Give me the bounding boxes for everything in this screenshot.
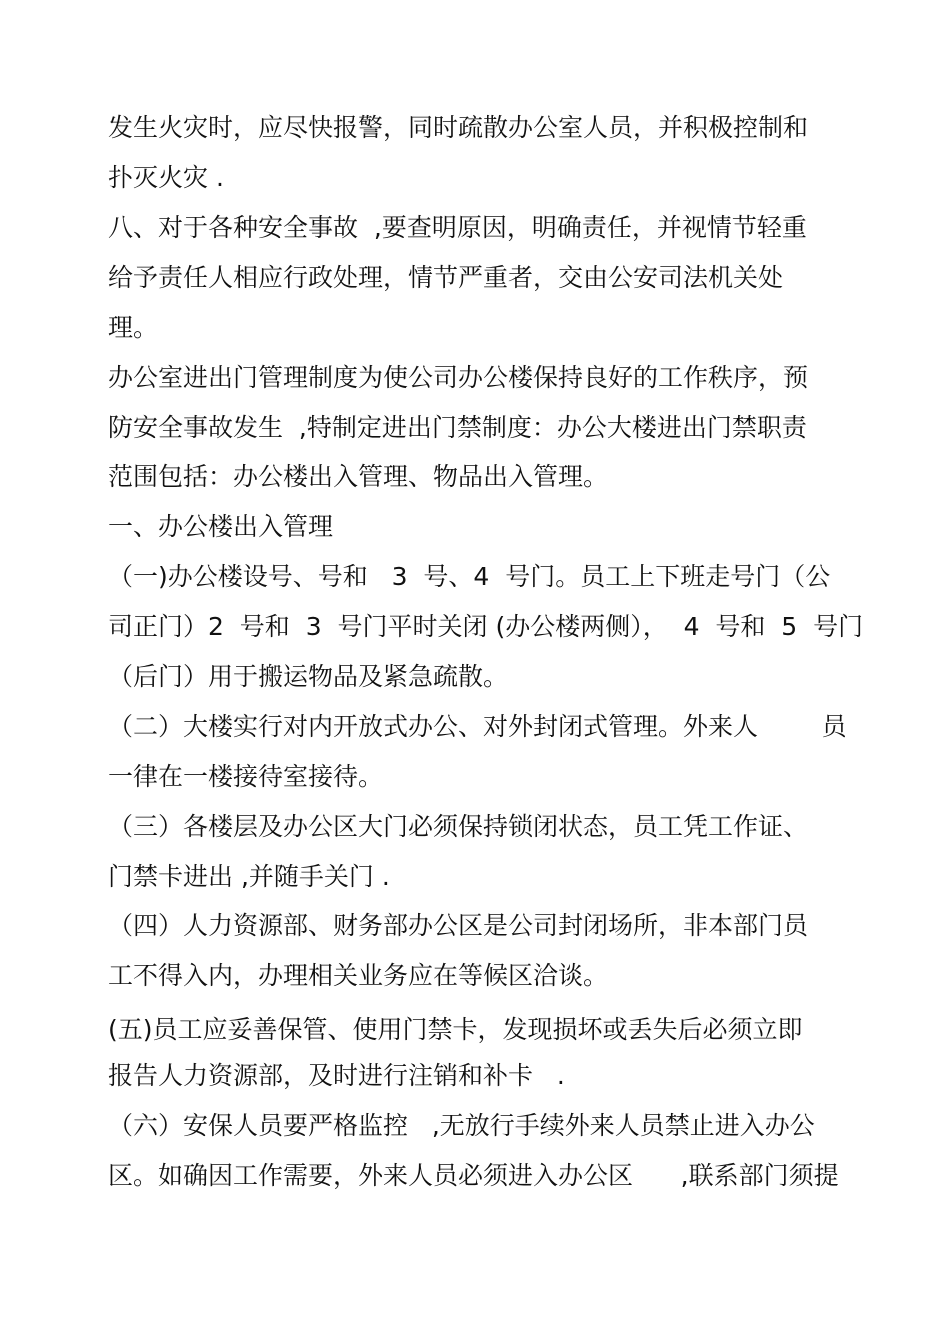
text-line: 报告人力资源部，及时进行注销和补卡 . bbox=[108, 1061, 565, 1090]
text-line: （二）大楼实行对内开放式办公、对外封闭式管理。外来人 员 bbox=[108, 712, 847, 741]
text-line: 司正门）2 号和 3 号门平时关闭 (办公楼两侧）， 4 号和 5 号门 bbox=[108, 612, 864, 641]
text-line: 办公室进出门管理制度为使公司办公楼保持良好的工作秩序，预 bbox=[108, 363, 809, 392]
text-line: 一律在一楼接待室接待。 bbox=[108, 762, 384, 791]
text-line: 扑灭火灾 . bbox=[108, 163, 224, 192]
text-line: 区。如确因工作需要，外来人员必须进入办公区 ,联系部门须提 bbox=[108, 1161, 839, 1190]
text-line: 给予责任人相应行政处理，情节严重者，交由公安司法机关处 bbox=[108, 263, 784, 292]
text-line: 理。 bbox=[108, 313, 159, 342]
text-line: （六）安保人员要严格监控 ,无放行手续外来人员禁止进入办公 bbox=[108, 1111, 815, 1140]
text-line: 范围包括：办公楼出入管理、物品出入管理。 bbox=[108, 462, 609, 491]
text-line: 门禁卡进出 ,并随手关门 . bbox=[108, 862, 390, 891]
text-line: （四）人力资源部、财务部办公区是公司封闭场所，非本部门员 bbox=[108, 911, 809, 940]
text-line: 防安全事故发生 ,特制定进出门禁制度：办公大楼进出门禁职责 bbox=[108, 413, 807, 442]
text-line: 八、对于各种安全事故 ,要查明原因，明确责任，并视情节轻重 bbox=[108, 213, 807, 242]
text-line: （三）各楼层及办公区大门必须保持锁闭状态，员工凭工作证、 bbox=[108, 812, 809, 841]
text-line: 发生火灾时，应尽快报警，同时疏散办公室人员，并积极控制和 bbox=[108, 113, 809, 142]
text-line: 工不得入内，办理相关业务应在等候区洽谈。 bbox=[108, 961, 609, 990]
section-heading: 一、办公楼出入管理 bbox=[108, 512, 334, 541]
text-line: （一)办公楼设号、号和 3 号、4 号门。员工上下班走号门（公 bbox=[108, 562, 831, 591]
text-line: (五)员工应妥善保管、使用门禁卡，发现损坏或丢失后必须立即 bbox=[108, 1015, 803, 1044]
text-line: （后门）用于搬运物品及紧急疏散。 bbox=[108, 662, 509, 691]
